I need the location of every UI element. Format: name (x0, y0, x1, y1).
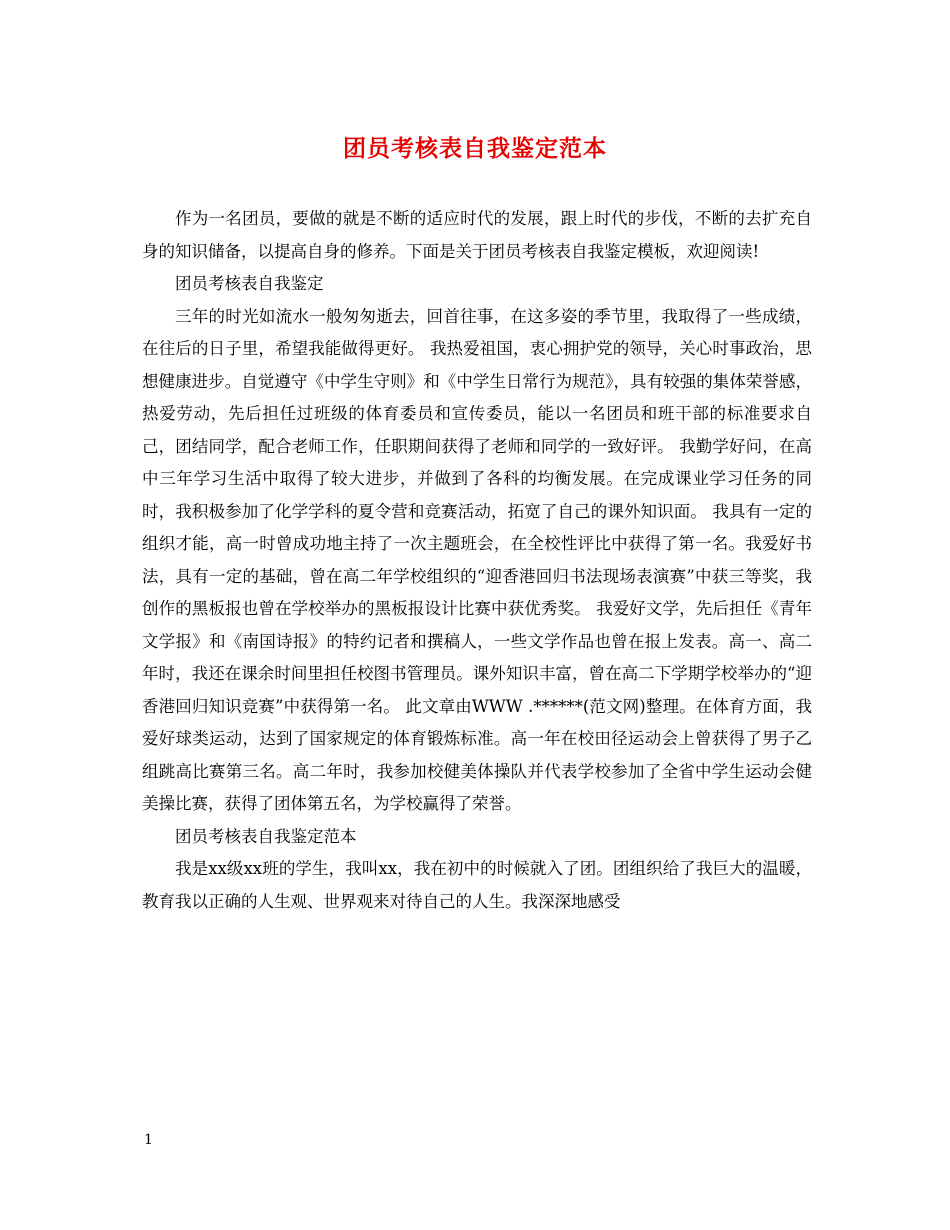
document-body (142, 203, 812, 918)
intro-paragraph: 作为一名团员，要做的就是不断的适应时代的发展，跟上时代的步伐，不断的去扩充自身的知识储备，以提高自身的修养。下面是关于团员考核表自我鉴定模板，欢迎阅读! (142, 209, 812, 261)
section-heading: 团员考核表自我鉴定 (175, 274, 324, 293)
page-number: 1 (144, 1132, 153, 1148)
document-title: 团员考核表自我鉴定范本 (343, 135, 607, 162)
body-paragraph: 我是xx级xx班的学生，我叫xx，我在初中的时候就入了团。团组织给了我巨大的温暖，教育我以正确的人生观、世界观来对待自己的人生。我深深地感受 (142, 859, 812, 911)
section-heading: 团员考核表自我鉴定范本 (175, 826, 357, 846)
body-paragraph: 三年的时光如流水一般匆匆逝去，回首往事，在这多姿的季节里，我取得了一些成绩，在往后的日子里，希望我能做得更好。 我热爱祖国，衷心拥护党的领导，关心时事政治，思想健康进步。自觉遵守《中学生守则》和《中学生日常行为规范》，具有较强的集体荣誉感，热爱劳动，先后担任过班级的体育委员和宣传委员，能以一名团员和班干部的标准要求自己，团结同学，配合老师工作，任职期间获得了老师和同学的一致好评。 我勤学好问，在高中三年学习生活中取得了较大进步，并做到了各科的均衡发展。在完成课业学习任务的同时，我积极参加了化学学科的夏令营和竞赛活动，拓宽了自己的课外知识面。 我具有一定的组织才能，高一时曾成功地主持了一次主题班会，在全校性评比中获得了第一名。我爱好书法，具有一定的基础，曾在高二年学校组织的“迎香港回归书法现场表演赛”中获三等奖，我创作的黑板报也曾在学校举办的黑板报设计比赛中获优秀奖。 我爱好文学，先后担任《青年文学报》和《南国诗报》的特约记者和撰稿人，一些文学作品也曾在报上发表。高一、高二年时，我还在课余时间里担任校图书管理员。课外知识丰富，曾在高二下学期学校举办的“迎香港回归知识竞赛”中获得第一名。 此文章由WWW .******(范文网)整理。在体育方面，我爱好球类运动，达到了国家规定的体育锻炼标准。高一年在校田径运动会上曾获得了男子乙组跳高比赛第三名。高二年时，我参加校健美体操队并代表学校参加了全省中学生运动会健美操比赛，获得了团体第五名，为学校赢得了荣誉。 (142, 306, 812, 813)
